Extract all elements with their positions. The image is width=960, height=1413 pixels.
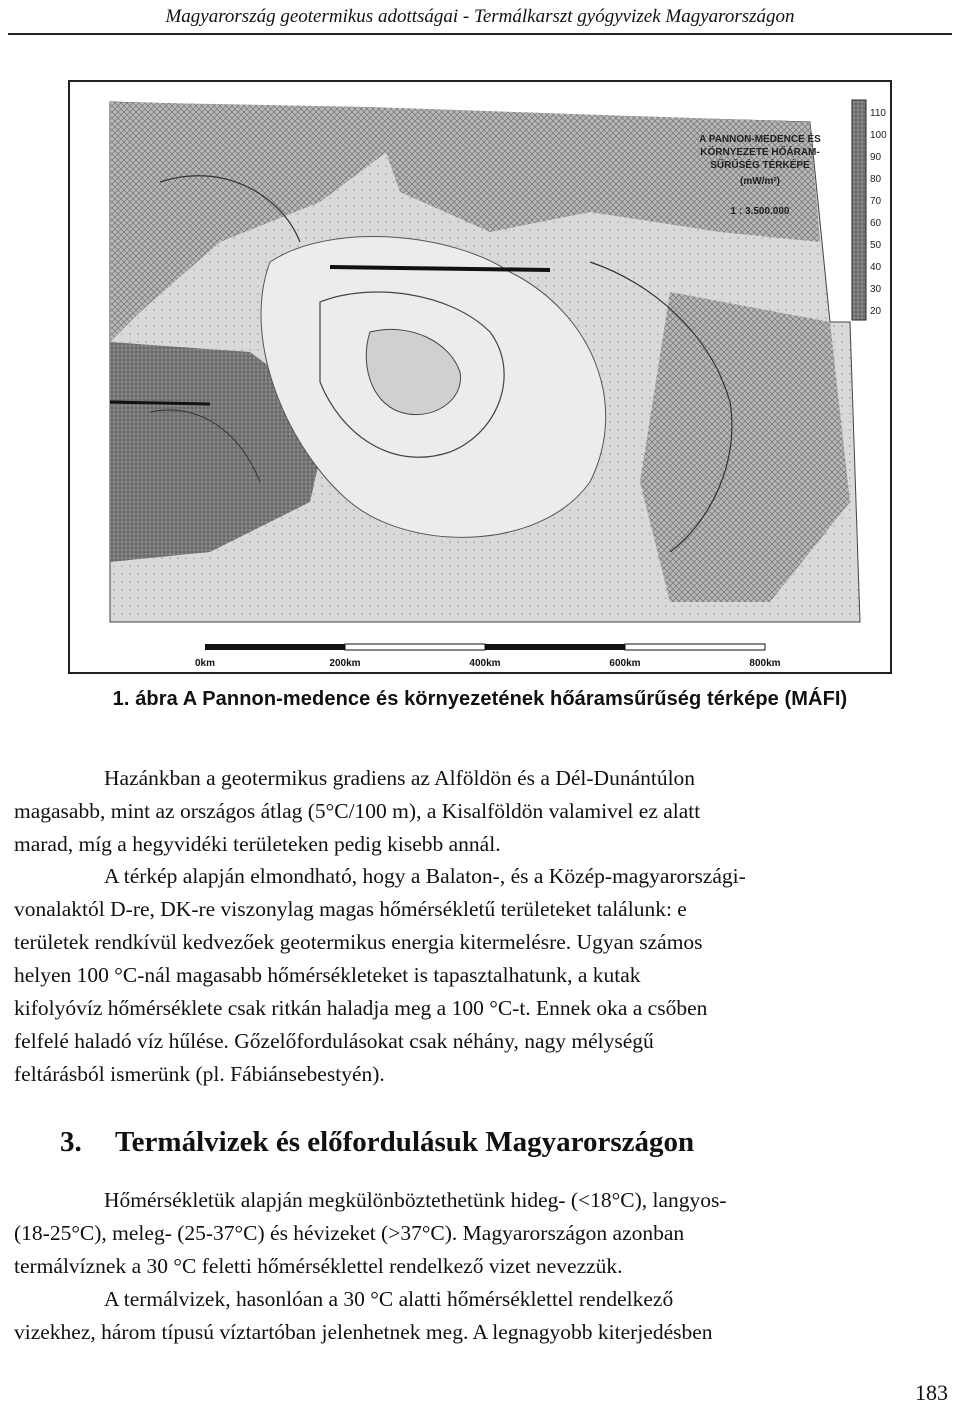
heat-flow-map: [70, 82, 890, 672]
text-line: Hazánkban a geotermikus gradiens az Alföldön és a Dél-Dunántúlon: [104, 766, 696, 790]
section-title: Termálvizek és előfordulásuk Magyarországon: [115, 1126, 695, 1158]
legend-value: 80: [870, 174, 882, 185]
page-number: 183: [915, 1380, 948, 1405]
text-line: (18-25°C), meleg- (25-37°C) és hévizeket (>37°C). Magyarországon azonban: [14, 1221, 685, 1245]
legend-value: 30: [870, 284, 882, 295]
paragraph: [14, 1184, 954, 1283]
section-number: 3.: [60, 1126, 82, 1158]
map-scale-ratio: 1 : 3.500.000: [730, 206, 790, 217]
legend-value: 100: [870, 130, 887, 141]
map-title-line: A PANNON-MEDENCE ÉS: [699, 134, 821, 145]
legend-value: 110: [870, 108, 886, 119]
scale-label: 600km: [609, 658, 641, 669]
header-rule: [8, 33, 952, 35]
paragraph: [14, 860, 954, 1091]
text-line: magasabb, mint az országos átlag (5°C/100 m), a Kisalföldön valamivel ez alatt: [14, 799, 701, 823]
legend-value: 70: [870, 196, 882, 207]
scale-label: 400km: [469, 658, 501, 669]
text-line: feltárásból ismerünk (pl. Fábiánsebestyén).: [14, 1062, 385, 1086]
text-line: A térkép alapján elmondható, hogy a Balaton-, és a Közép-magyarországi-: [104, 864, 746, 888]
text-line: marad, míg a hegyvidéki területeken pedig kisebb annál.: [14, 832, 501, 856]
text-line: A termálvizek, hasonlóan a 30 °C alatti hőmérséklettel rendelkező: [104, 1287, 674, 1311]
text-line: helyen 100 °C-nál magasabb hőmérsékleteket is tapasztalhatunk, a kutak: [14, 963, 641, 987]
scale-label: 200km: [329, 658, 361, 669]
section-heading: [60, 1126, 694, 1159]
text-line: területek rendkívül kedvezőek geotermikus energia kitermelésre. Ugyan számos: [14, 930, 703, 954]
heat-flow-map-figure: [68, 80, 892, 674]
paragraph: [14, 1283, 954, 1349]
legend-value: 90: [870, 152, 882, 163]
running-header: Magyarország geotermikus adottságai - Termálkarszt gyógyvizek Magyarországon: [165, 6, 795, 27]
map-unit: (mW/m²): [740, 176, 780, 187]
text-line: vonalaktól D-re, DK-re viszonylag magas hőmérsékletű területeket találunk: e: [14, 897, 687, 921]
map-border-line: [110, 402, 210, 404]
scale-bar: [195, 644, 781, 669]
paragraph: [14, 762, 954, 861]
scale-label: 0km: [194, 658, 216, 669]
text-line: Hőmérsékletük alapján megkülönböztethetünk hideg- (<18°C), langyos-: [104, 1188, 727, 1212]
text-line: kifolyóvíz hőmérséklete csak ritkán haladja meg a 100 °C-t. Ennek oka a csőben: [14, 996, 708, 1020]
text-line: termálvíznek a 30 °C feletti hőmérséklettel rendelkező vizet nevezzük.: [14, 1254, 623, 1278]
legend: [852, 100, 887, 320]
legend-value: 40: [870, 262, 882, 273]
map-title-line: SŰRŰSÉG TÉRKÉPE: [710, 160, 810, 171]
text-line: felfelé haladó víz hűlése. Gőzelőfordulásokat csak néhány, nagy mélységű: [14, 1029, 654, 1053]
legend-value: 50: [870, 240, 882, 251]
figure-caption: 1. ábra A Pannon-medence és környezetének hőáramsűrűség térképe (MÁFI): [112, 688, 848, 710]
map-title-line: KÖRNYEZETE HŐÁRAM-: [700, 147, 820, 158]
legend-value: 20: [870, 306, 882, 317]
legend-value: 60: [870, 218, 882, 229]
scale-label: 800km: [749, 658, 781, 669]
text-line: vizekhez, három típusú víztartóban jelenhetnek meg. A legnagyobb kiterjedésben: [14, 1320, 713, 1344]
legend-bar: [852, 100, 866, 320]
